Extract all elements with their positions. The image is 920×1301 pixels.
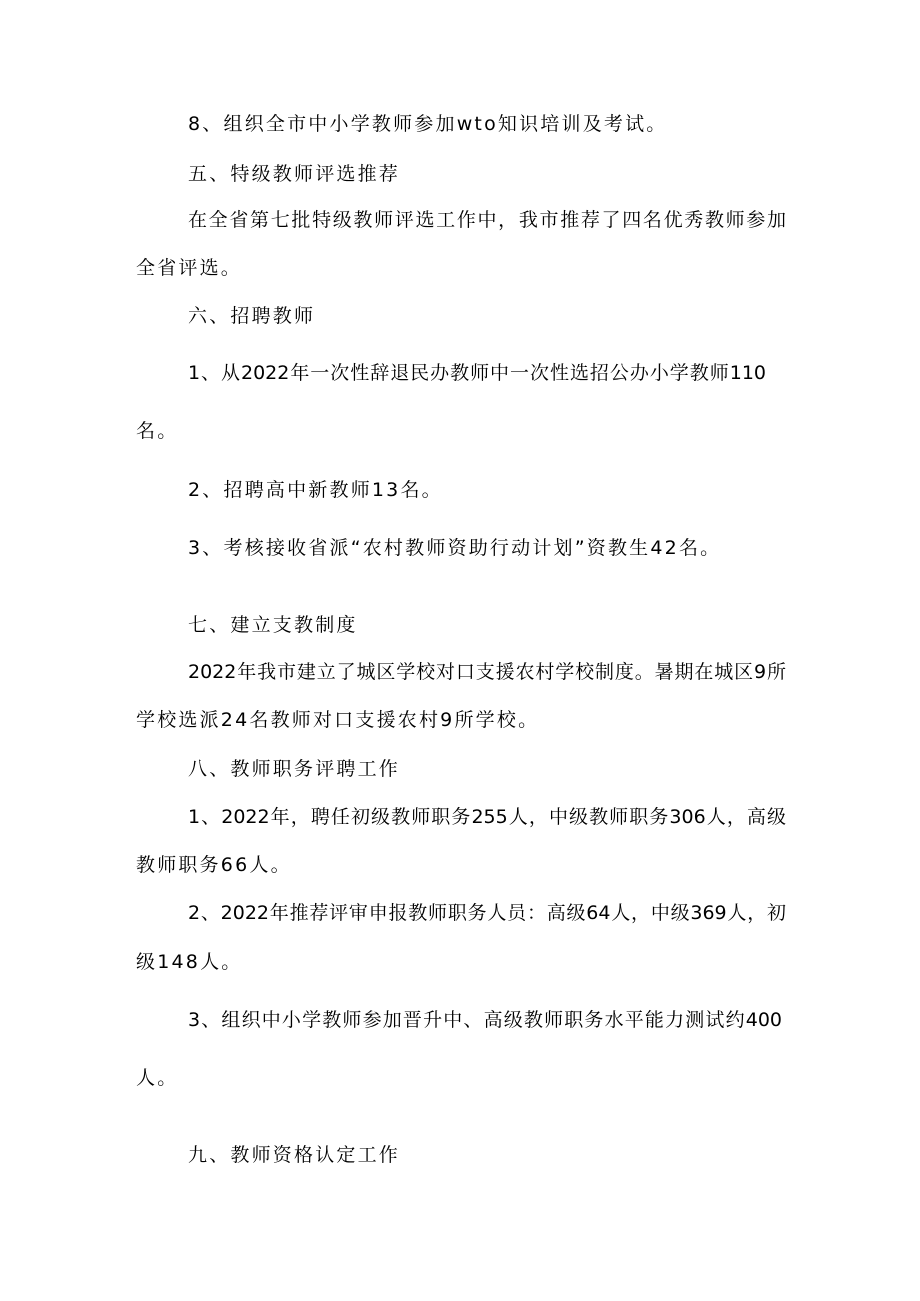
section-6-item-1-line-1: 1、从2022年一次性辞退民办教师中一次性选招公办小学教师110 <box>188 362 766 384</box>
section-6-item-1-line-2: 名。 <box>136 420 179 442</box>
section-5-heading: 五、特级教师评选推荐 <box>188 163 401 185</box>
section-8-item-2-line-2: 级148人。 <box>136 951 243 973</box>
item-8-wto-training: 8、组织全市中小学教师参加wto知识培训及考试。 <box>188 113 668 135</box>
section-7-paragraph-line-2: 学校选派24名教师对口支援农村9所学校。 <box>136 709 540 731</box>
section-8-item-1-line-2: 教师职务66人。 <box>136 854 292 876</box>
section-7-heading: 七、建立支教制度 <box>188 614 358 636</box>
section-6-item-3: 3、考核接收省派“农村教师资助行动计划”资教生42名。 <box>188 537 722 559</box>
section-8-item-1-line-1: 1、2022年，聘任初级教师职务255人，中级教师职务306人，高级 <box>188 806 786 828</box>
section-8-item-2-line-1: 2、2022年推荐评审申报教师职务人员：高级64人，中级369人，初 <box>188 902 786 924</box>
section-8-heading: 八、教师职务评聘工作 <box>188 758 401 780</box>
section-8-item-3-line-2: 人。 <box>136 1067 179 1089</box>
section-7-paragraph-line-1: 2022年我市建立了城区学校对口支援农村学校制度。暑期在城区9所 <box>188 661 786 683</box>
section-5-paragraph-line-2: 全省评选。 <box>136 257 243 279</box>
section-8-item-3-line-1: 3、组织中小学教师参加晋升中、高级教师职务水平能力测试约400 <box>188 1009 782 1031</box>
section-9-heading: 九、教师资格认定工作 <box>188 1144 401 1166</box>
section-6-heading: 六、招聘教师 <box>188 305 316 327</box>
section-5-paragraph-line-1: 在全省第七批特级教师评选工作中，我市推荐了四名优秀教师参加 <box>188 209 786 231</box>
section-6-item-2: 2、招聘高中新教师13名。 <box>188 479 443 501</box>
